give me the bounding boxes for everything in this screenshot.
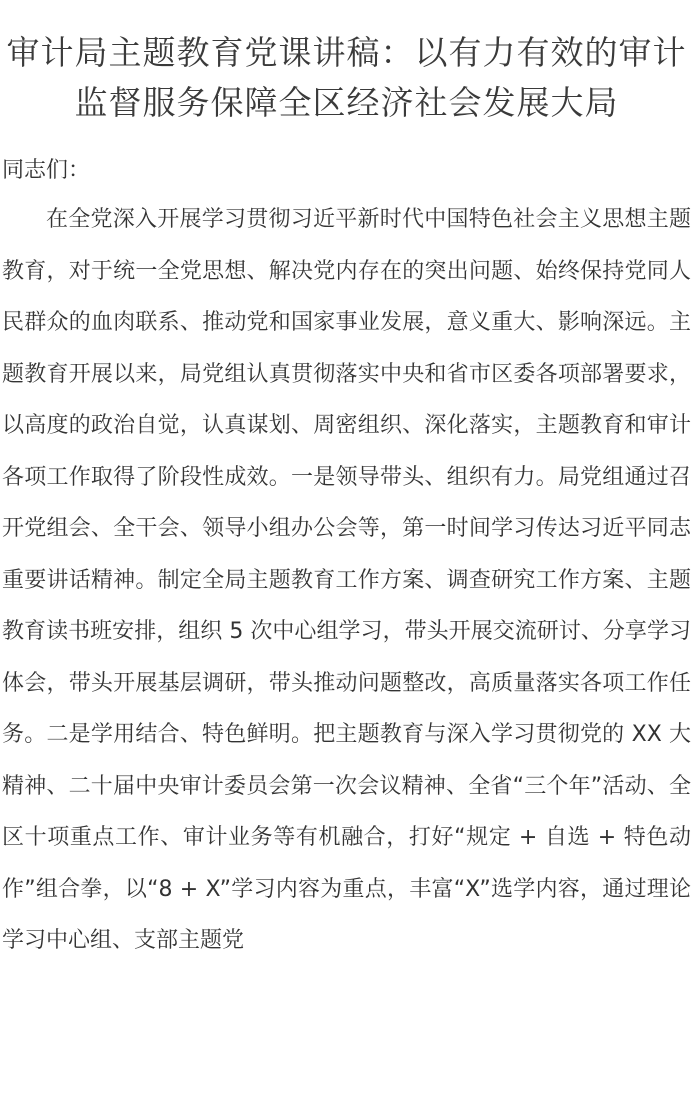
document-title: 审计局主题教育党课讲稿：以有力有效的审计监督服务保障全区经济社会发展大局 [6,33,687,122]
body-paragraph: 在全党深入开展学习贯彻习近平新时代中国特色社会主义思想主题教育，对于统一全党思想、解决党内存在的突出问题、始终保持党同人民群众的血肉联系、推动党和国家事业发展，意义重大、影响深远。主题教育开展以来，局党组认真贯彻落实中央和省市区委各项部署要求，以高度的政治自觉，认真谋划、周密组织、深化落实，主题教育和审计各项工作取得了阶段性成效。一是领导带头、组织有力。局党组通过召开党组会、全干会、领导小组办公会等，第一时间学习传达习近平同志重要讲话精神。制定全局主题教育工作方案、调查研究工作方案、主题教育读书班安排，组织 5 次中心组学习，带头开展交流研讨、分享学习体会，带头开展基层调研，带头推动问题整改，高质量落实各项工作任务。二是学用结合、特色鲜明。把主题教育与深入学习贯彻党的 XX 大精神、二十届中央审计委员会第一次会议精神、全省“三个年”活动、全区十项重点工作、审计业务等有机融合，打好“规定 + 自选 + 特色动作”组合拳，以“8 + X”学习内容为重点，丰富“X”选学内容，通过理论学习中心组、支部主题党 [2,207,691,953]
salutation: 同志们： [2,158,91,183]
